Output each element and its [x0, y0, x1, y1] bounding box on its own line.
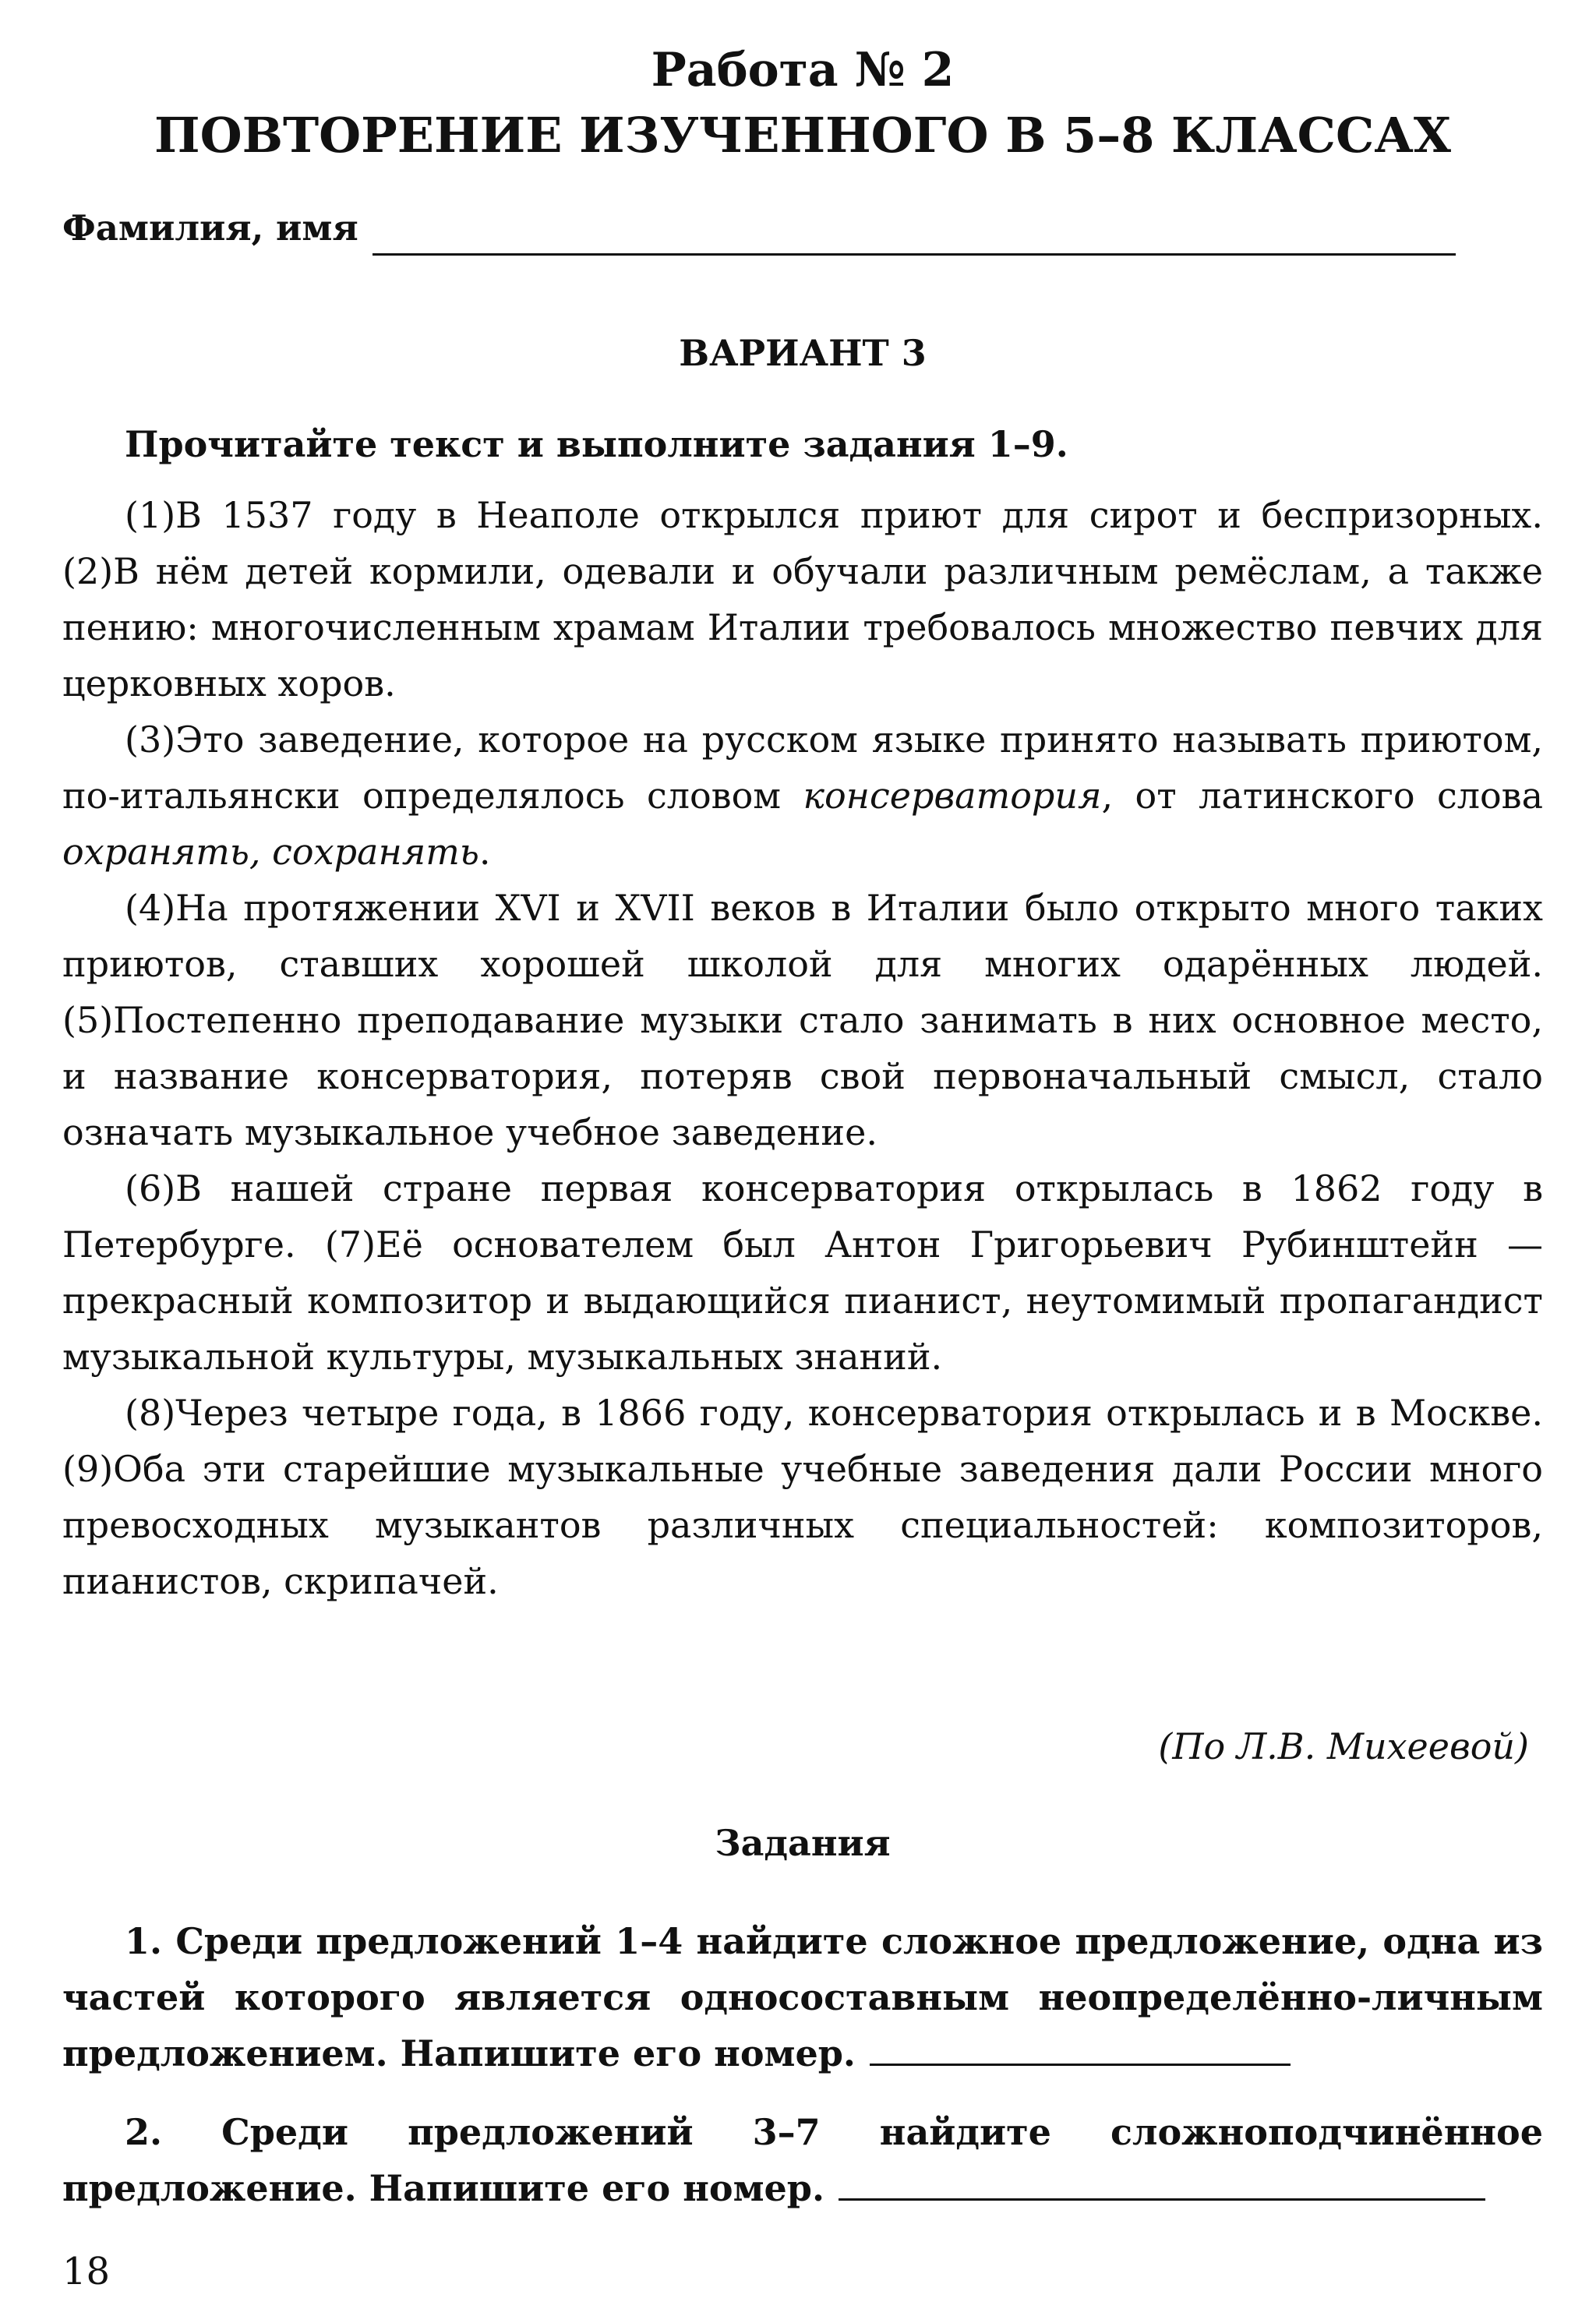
- task-1-answer-line[interactable]: [870, 2028, 1291, 2066]
- paragraph-1: (1)В 1537 году в Неаполе открылся приют для сирот и беспризорных. (2)В нём детей кормили, одевали и обучали различным ремёслам, а также пению: многочисленным храмам Италии требовалось множество певчих для церковных хоров.: [62, 494, 1543, 704]
- task-2-text: 2. Среди предложений 3–7 найдите сложноподчинённое предложение. Напишите его номер.: [62, 2111, 1543, 2209]
- name-input-line[interactable]: [373, 214, 1456, 256]
- variant-heading: ВАРИАНТ 3: [679, 332, 927, 374]
- paragraph-3: (4)На протяжении XVI и XVII веков в Италии было открыто много таких приютов, ставших хорошей школой для многих одарённых людей. (5)Постепенно преподавание музыки стало занимать в них основное место, и название консерватория, потеряв свой первоначальный смысл, стало означать музыкальное учебное заведение.: [62, 887, 1543, 1153]
- work-number: Работа № 2: [651, 43, 955, 97]
- paragraph-2-start: (3)Это заведение, которое на русском языке принято называть приютом, по-итальянски определялось словом: [62, 718, 1543, 817]
- paragraph-2-mid: , от латинского слова: [1101, 775, 1544, 817]
- reading-text: [62, 487, 1543, 1609]
- task-2-answer-line[interactable]: [839, 2162, 1485, 2201]
- task-1: [62, 1913, 1543, 2081]
- paragraph-4: (6)В нашей стране первая консерватория открылась в 1862 году в Петербурге. (7)Её основателем был Антон Григорьевич Рубинштейн — прекрасный композитор и выдающийся пианист, неутомимый пропагандист музыкальной культуры, музыкальных знаний.: [62, 1167, 1543, 1378]
- paragraph-2-end: .: [478, 831, 491, 873]
- term-protect: охранять, сохранять: [62, 831, 479, 873]
- text-author: (По Л.В. Михеевой): [1158, 1725, 1529, 1767]
- name-row: [62, 201, 1543, 256]
- paragraph-2: [62, 711, 1543, 880]
- task-2: [62, 2104, 1543, 2216]
- term-conservatory: консерватория: [803, 775, 1102, 817]
- work-title: ПОВТОРЕНИЕ ИЗУЧЕННОГО В 5–8 КЛАССАХ: [154, 107, 1451, 164]
- task-1-text: 1. Среди предложений 1–4 найдите сложное предложение, одна из частей которого является односоставным неопределённо-личным предложением. Напишите его номер.: [62, 1920, 1543, 2074]
- instruction: Прочитайте текст и выполните задания 1–9.: [125, 423, 1068, 465]
- tasks-heading: Задания: [715, 1822, 891, 1864]
- page-number: 18: [62, 2250, 111, 2293]
- paragraph-5: (8)Через четыре года, в 1866 году, консерватория открылась и в Москве. (9)Оба эти старейшие музыкальные учебные заведения дали России много превосходных музыкантов различных специальностей: композиторов, пианистов, скрипачей.: [62, 1392, 1543, 1602]
- name-label: Фамилия, имя: [62, 207, 358, 249]
